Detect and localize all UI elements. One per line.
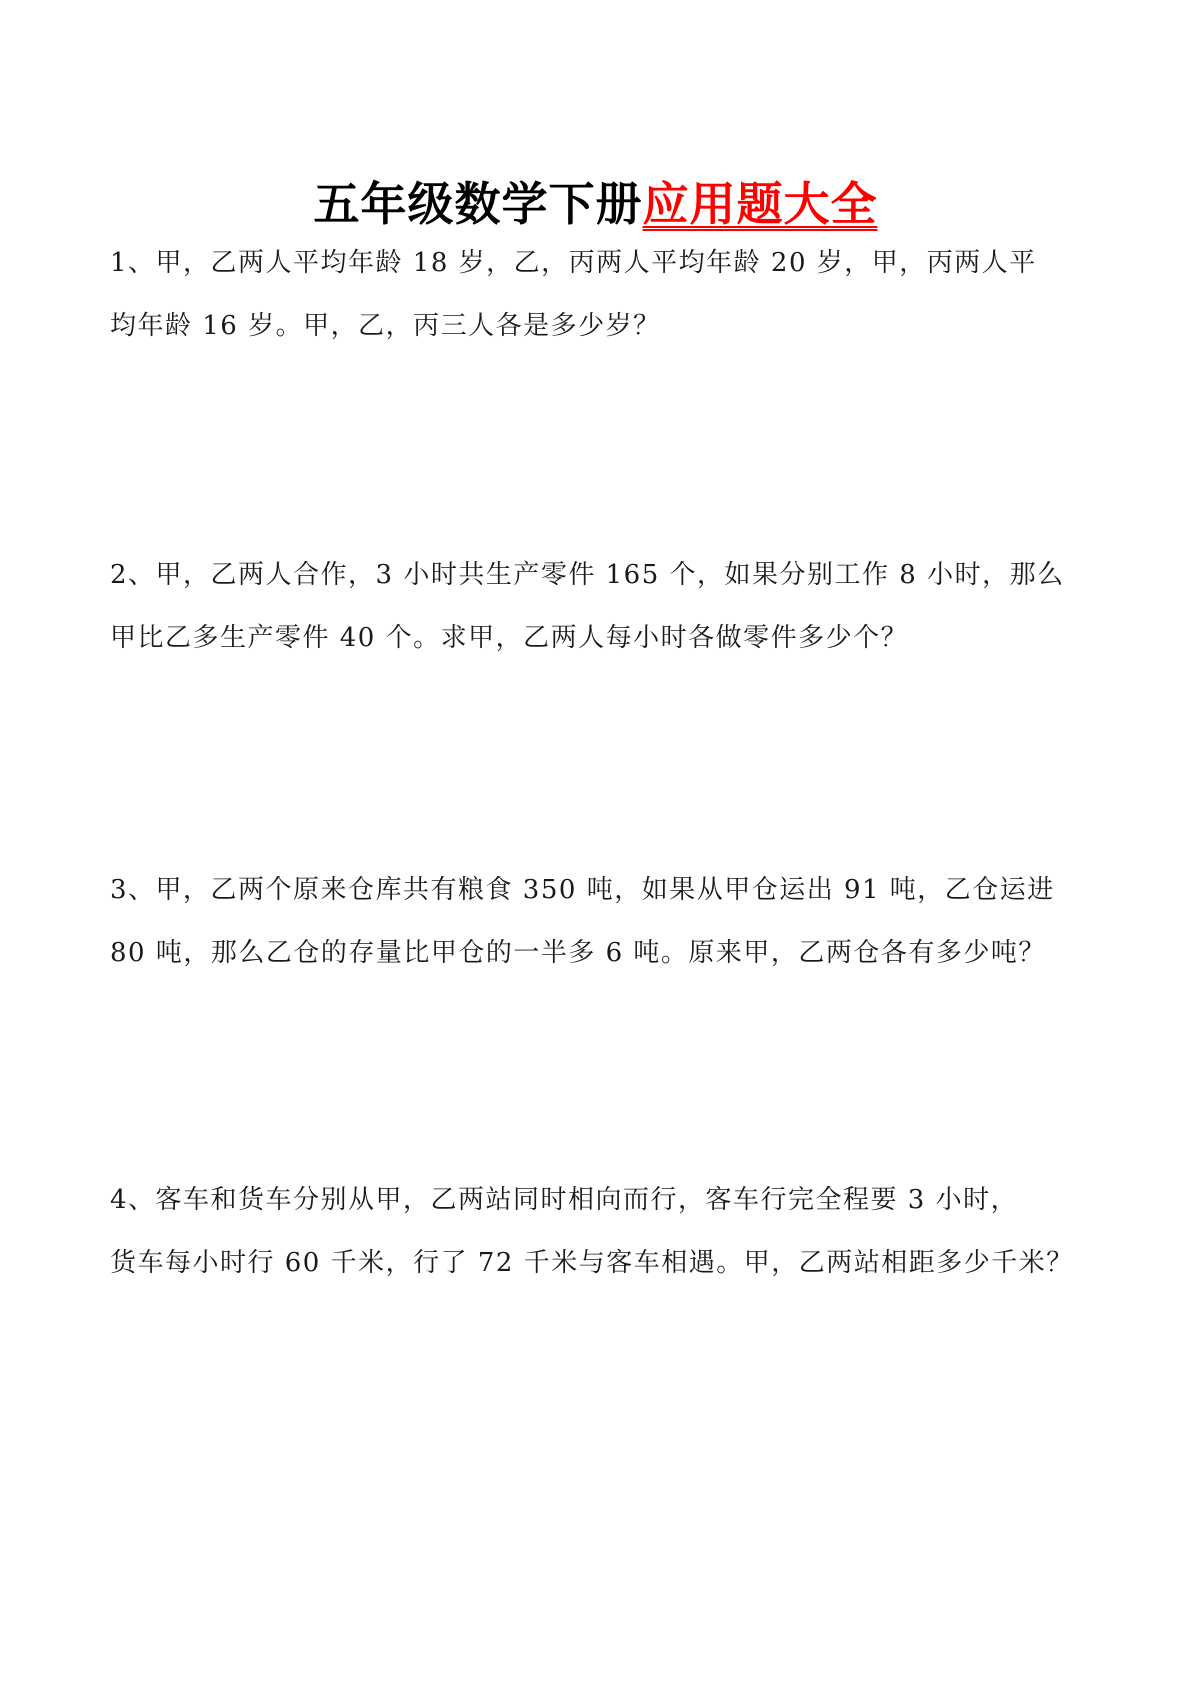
problem-4 [110, 1169, 1100, 1295]
title-highlight-text: 应用题大全 [642, 176, 878, 231]
problem-2-line-1: 2、甲，乙两人合作，3 小时共生产零件 165 个，如果分别工作 8 小时，那么 [110, 560, 1065, 590]
title-main-text: 五年级数学下册 [313, 176, 643, 231]
problem-1-line-2: 均年龄 16 岁。甲，乙，丙三人各是多少岁？ [110, 311, 661, 341]
problem-3-line-2: 80 吨，那么乙仓的存量比甲仓的一半多 6 吨。原来甲，乙两仓各有多少吨？ [110, 938, 1046, 968]
problem-2 [110, 544, 1100, 670]
page-title [0, 171, 1191, 237]
problem-4-line-1: 4、客车和货车分别从甲，乙两站同时相向而行，客车行完全程要 3 小时， [110, 1185, 1019, 1215]
problem-4-line-2: 货车每小时行 60 千米，行了 72 千米与客车相遇。甲，乙两站相距多少千米？ [110, 1248, 1074, 1278]
problem-3 [110, 859, 1100, 985]
problem-1 [110, 232, 1100, 358]
problem-1-line-1: 1、甲，乙两人平均年龄 18 岁，乙，丙两人平均年龄 20 岁，甲，丙两人平 [110, 248, 1037, 278]
problem-2-line-2: 甲比乙多生产零件 40 个。求甲，乙两人每小时各做零件多少个？ [110, 623, 909, 653]
problem-3-line-1: 3、甲，乙两个原来仓库共有粮食 350 吨，如果从甲仓运出 91 吨，乙仓运进 [110, 875, 1055, 905]
